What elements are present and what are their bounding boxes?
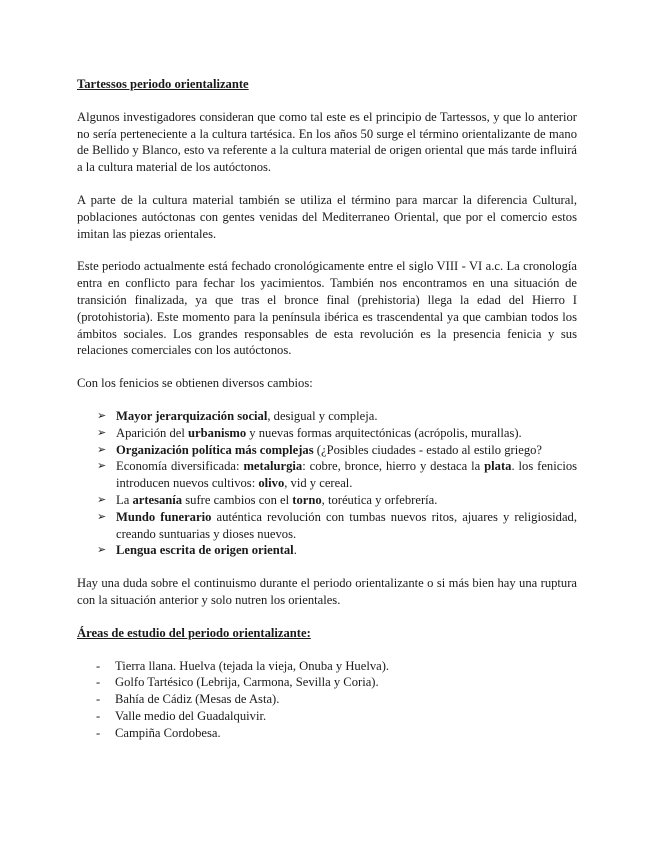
- arrow-bullet-icon: ➢: [97, 426, 107, 439]
- arrow-bullet-icon: ➢: [97, 443, 107, 456]
- areas-list: [77, 658, 577, 742]
- list-item: ➢ Mayor jerarquización social, desigual y compleja.: [97, 408, 378, 423]
- dash-bullet-icon: -: [96, 658, 101, 673]
- list-item: ➢ Organización política más complejas (¿Posibles ciudades - estado al estilo griego?: [97, 442, 543, 457]
- arrow-bullet-icon: ➢: [97, 510, 107, 523]
- list-item: - Golfo Tartésico (Lebrija, Carmona, Sevilla y Coria).: [96, 675, 379, 690]
- document-title: Tartessos periodo orientalizante: [77, 77, 249, 91]
- paragraph-1: Algunos investigadores consideran que como tal este es el principio de Tartessos, y que lo anterior no sería perteneciente a la cultura tartésica. En los años 50 surge el término orientalizante de mano de Bellido y Blanco, esto va referente a la cultura material de origen oriental que más tarde influirá a la cultura material de los autóctonos.: [77, 109, 577, 175]
- closing-paragraph: Hay una duda sobre el continuismo durante el periodo orientalizante o si más bien hay una ruptura con la situación anterior y solo nutren los orientales.: [77, 576, 577, 607]
- arrow-bullet-icon: ➢: [97, 493, 107, 506]
- areas-heading: Áreas de estudio del periodo orientalizante:: [77, 625, 311, 640]
- list-item: ➢ La artesanía sufre cambios con el torno, toréutica y orfebrería.: [97, 492, 438, 507]
- dash-bullet-icon: -: [96, 708, 101, 723]
- list-item: ➢ Lengua escrita de origen oriental.: [97, 543, 297, 558]
- list-item: - Valle medio del Guadalquivir.: [96, 708, 267, 723]
- dash-bullet-icon: -: [96, 692, 101, 707]
- dash-bullet-icon: -: [96, 675, 101, 690]
- dash-bullet-icon: -: [96, 725, 101, 740]
- list-item: - Campiña Cordobesa.: [96, 725, 221, 740]
- arrow-bullet-icon: ➢: [97, 409, 107, 422]
- list-item: - Bahía de Cádiz (Mesas de Asta).: [96, 692, 280, 707]
- changes-list: [77, 408, 577, 559]
- list-item: ➢ Mundo funerario auténtica revolución con tumbas nuevos ritos, ajuares y religiosidad, creando suntuarias y dioses nuevos.: [97, 509, 577, 541]
- arrow-bullet-icon: ➢: [97, 460, 107, 473]
- paragraph-3: Este periodo actualmente está fechado cronológicamente entre el siglo VIII - VI a.c. La cronología entra en conflicto para fechar los yacimientos. También nos encontramos en una situación de transición finalizada, ya que tras el bronce final (prehistoria) llega la edad del Hierro I (protohistoria). Este momento para la península ibérica es trascendental ya que cambian todos los ámbitos sociales. Los grandes responsables de esta revolución es la presencia fenicia y sus relaciones comerciales con los autóctonos.: [77, 259, 577, 358]
- paragraph-2: A parte de la cultura material también se utiliza el término para marcar la diferencia Cultural, poblaciones autóctonas con gentes venidas del Mediterraneo Oriental, que por el comercio estos imitan las piezas orientales.: [77, 192, 577, 241]
- list-item: ➢ Aparición del urbanismo y nuevas formas arquitectónicas (acrópolis, murallas).: [97, 425, 522, 440]
- list-item: - Tierra llana. Huelva (tejada la vieja, Onuba y Huelva).: [96, 658, 390, 673]
- list-item: ➢ Economía diversificada: metalurgia: cobre, bronce, hierro y destaca la plata. los fenicios introducen nuevos cultivos: olivo, vid y cereal.: [97, 459, 578, 491]
- paragraph-4: Con los fenicios se obtienen diversos cambios:: [77, 376, 313, 391]
- arrow-bullet-icon: ➢: [97, 544, 107, 557]
